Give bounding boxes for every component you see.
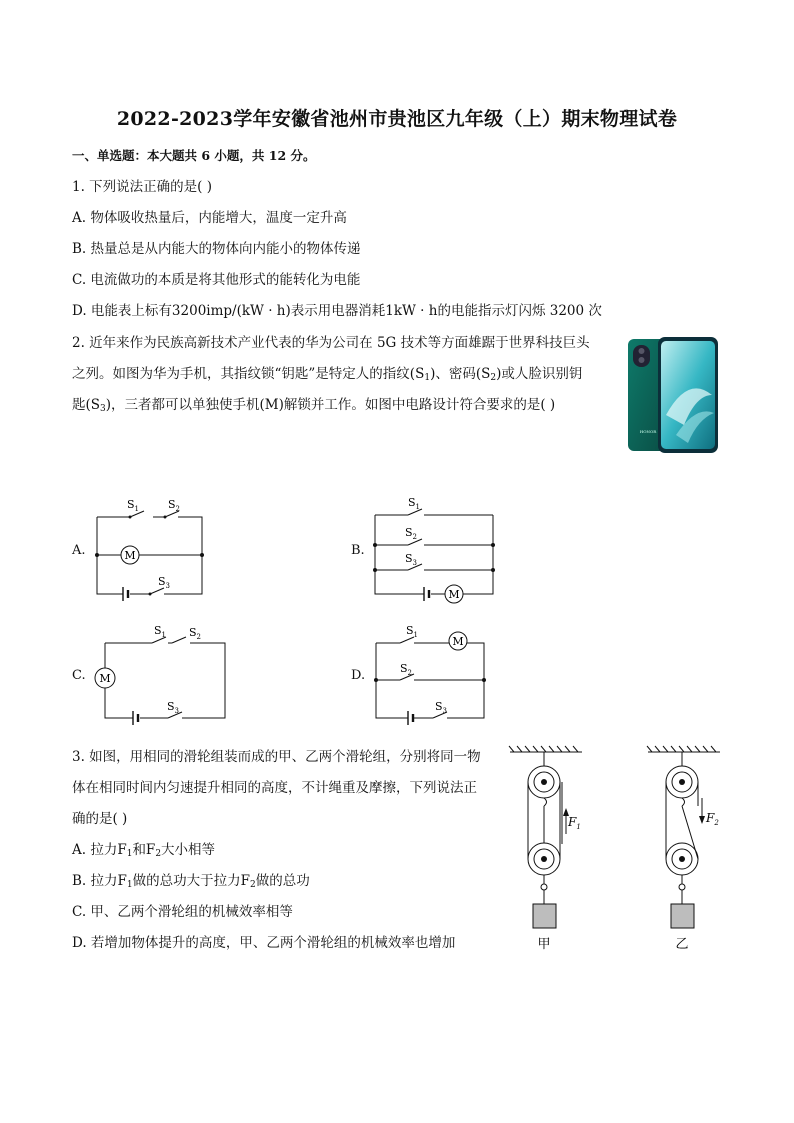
circuit-d [368, 618, 493, 728]
switch-s2-label: $S_2$ [405, 526, 418, 541]
switch-s3-label: $S_3$ [167, 700, 180, 715]
q1-option-d: D. 电能表上标有3200imp/(kW · h)表示用电器消耗1kW · h的电能指示灯闪烁 3200 次 [72, 303, 602, 319]
weight-block [671, 904, 694, 928]
motor-label: M [99, 672, 111, 685]
weight-block [533, 904, 556, 928]
switch-s3-label: $S_3$ [435, 700, 448, 715]
phone-brand-text: HONOR [639, 429, 657, 434]
q3-stem-line3: 确的是( ) [72, 811, 128, 827]
circuit-c [90, 618, 230, 728]
label-yi: 乙 [675, 937, 689, 952]
q2-stem-line3: 匙$(S_3)$，三者都可以单独使手机(M)解锁并工作。如图中电路设计符合要求的是( ) [72, 397, 556, 414]
page-title: 2022-2023学年安徽省池州市贵池区九年级（上）期末物理试卷 [116, 108, 678, 130]
q3-option-a: A. 拉力$F_1$和$F_2$大小相等 [72, 842, 216, 859]
q3-option-b: B. 拉力$F_1$做的总功大于拉力$F_2$做的总功 [72, 873, 310, 890]
q3-option-d: D. 若增加物体提升的高度，甲、乙两个滑轮组的机械效率也增加 [72, 935, 456, 951]
force-f2-label: $F_2$ [706, 811, 719, 827]
q2-option-a-label: A. [72, 543, 86, 558]
q2-stem-line2: 之列。如图为华为手机，其指纹锁“钥匙”是特定人的指纹$(S_1)$、密码$(S_2)$或人脸识别钥 [72, 366, 583, 383]
pulley-system-jia [506, 744, 596, 954]
q2-option-b-label: B. [351, 543, 365, 558]
phone-image [626, 335, 720, 455]
q3-option-c: C. 甲、乙两个滑轮组的机械效率相等 [72, 904, 293, 920]
q3-stem-line1: 3. 如图，用相同的滑轮组装而成的甲、乙两个滑轮组，分别将同一物 [72, 749, 481, 765]
switch-s2-label: $S_2$ [168, 498, 181, 513]
switch-s1-label: $S_1$ [408, 496, 421, 511]
q2-stem-line1: 2. 近年来作为民族高新技术产业代表的华为公司在 5G 技术等方面雄踞于世界科技巨头 [72, 335, 590, 351]
q2-option-c-label: C. [72, 668, 86, 683]
switch-s1-label: $S_1$ [154, 624, 167, 639]
switch-s1-label: $S_1$ [127, 498, 140, 513]
switch-s3-label: $S_3$ [158, 575, 171, 590]
switch-s2-label: $S_2$ [400, 662, 413, 677]
motor-label: M [452, 635, 464, 648]
circuit-b [368, 490, 498, 605]
section-heading: 一、单选题：本大题共 6 小题，共 12 分。 [72, 148, 316, 163]
q2-option-d-label: D. [351, 668, 366, 683]
force-f1-label: $F_1$ [568, 815, 581, 831]
q1-option-c: C. 电流做功的本质是将其他形式的能转化为电能 [72, 272, 361, 288]
q1-option-a: A. 物体吸收热量后，内能增大，温度一定升高 [72, 210, 347, 226]
q3-stem-line2: 体在相同时间内匀速提升相同的高度，不计绳重及摩擦，下列说法正 [72, 780, 477, 796]
q1-option-b: B. 热量总是从内能大的物体向内能小的物体传递 [72, 241, 361, 257]
switch-s2-label: $S_2$ [189, 626, 202, 641]
q1-stem: 1. 下列说法正确的是( ) [72, 179, 212, 195]
switch-s3-label: $S_3$ [405, 552, 418, 567]
motor-label: M [448, 588, 460, 601]
circuit-a [90, 490, 210, 605]
label-jia: 甲 [537, 937, 551, 952]
pulley-system-yi [640, 744, 730, 954]
switch-s1-label: $S_1$ [406, 624, 419, 639]
motor-label: M [124, 549, 136, 562]
